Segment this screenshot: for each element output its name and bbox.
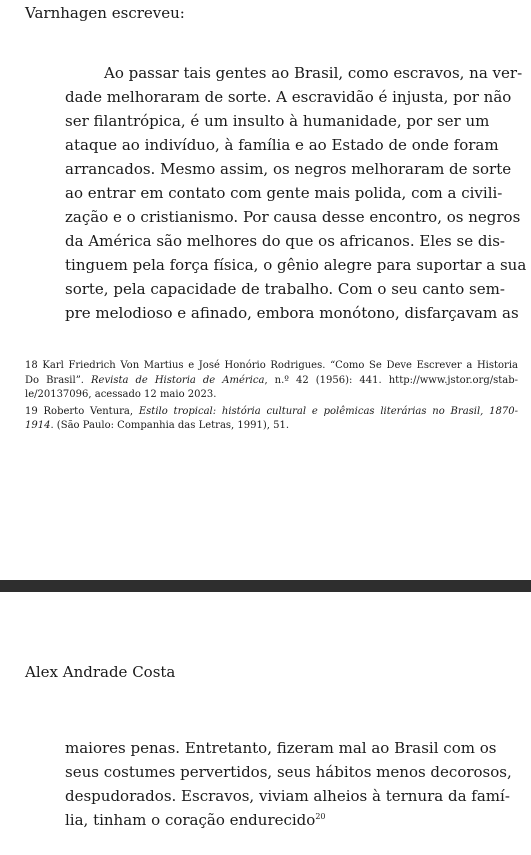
quote-line: arrancados. Mesmo assim, os negros melhoraram de sorte bbox=[65, 160, 512, 178]
quote-line: tinguem pela força física, o gênio alegre para suportar a sua bbox=[65, 256, 527, 274]
quote-line: ao entrar em contato com gente mais polida, com a civili- bbox=[65, 184, 503, 202]
footnote-18-journal: Revista de Historia de América bbox=[91, 375, 265, 386]
quote-line bbox=[65, 810, 326, 830]
page-bottom bbox=[0, 592, 531, 855]
footnote-18-line bbox=[25, 374, 518, 387]
quote-line: sorte, pela capacidade de trabalho. Com o seu canto sem- bbox=[65, 280, 505, 298]
quote-line: seus costumes pervertidos, seus hábitos menos decorosos, bbox=[65, 763, 512, 781]
footnote-18-text: 18 Karl Friedrich Von Martius e José Honório Rodrigues. “Como Se Deve Escrever a Historia bbox=[25, 360, 518, 371]
footnote-19-line bbox=[25, 405, 518, 418]
footnote-19-text: 19 Roberto Ventura, bbox=[25, 406, 139, 417]
footnote-18-text: le/20137096, acessado 12 maio 2023. bbox=[25, 389, 217, 400]
quote-line: despudorados. Escravos, viviam alheios à ternura da famí- bbox=[65, 787, 510, 805]
quote-line: ser filantrópica, é um insulto à humanidade, por ser um bbox=[65, 112, 490, 130]
footnote-ref-20[interactable]: 20 bbox=[315, 812, 326, 821]
quote-line: dade melhoraram de sorte. A escravidão é injusta, por não bbox=[65, 88, 512, 106]
footnote-18-text: Do Brasil”. bbox=[25, 375, 92, 386]
quote-line: maiores penas. Entretanto, fizeram mal ao Brasil com os bbox=[65, 739, 497, 757]
quote-line: pre melodioso e afinado, embora monótono, disfarçavam as bbox=[65, 304, 519, 322]
intro-text: Varnhagen escreveu: bbox=[25, 4, 185, 22]
quote-text: lia, tinham o coração endurecido bbox=[65, 811, 316, 829]
footnote-19-text: . (São Paulo: Companhia das Letras, 1991), 51. bbox=[50, 420, 290, 431]
footnote-19-line bbox=[25, 419, 518, 432]
footnote-19-title: 1914 bbox=[25, 420, 51, 431]
footnote-19-title: Estilo tropical: história cultural e polêmicas literárias no Brasil, 1870- bbox=[138, 406, 518, 417]
footnote-18-line bbox=[25, 359, 518, 372]
quote-line: ataque ao indivíduo, à família e ao Estado de onde foram bbox=[65, 136, 499, 154]
quote-line: zação e o cristianismo. Por causa desse encontro, os negros bbox=[65, 208, 521, 226]
footnote-18-text: , n.º 42 (1956): 441. http://www.jstor.org/stab- bbox=[264, 375, 518, 386]
footnote-18-line bbox=[25, 388, 518, 401]
page-divider bbox=[0, 580, 531, 592]
quote-line: da América são melhores do que os africanos. Eles se dis- bbox=[65, 232, 506, 250]
running-head: Alex Andrade Costa bbox=[25, 663, 176, 681]
quote-line: Ao passar tais gentes ao Brasil, como escravos, na ver- bbox=[104, 64, 523, 82]
